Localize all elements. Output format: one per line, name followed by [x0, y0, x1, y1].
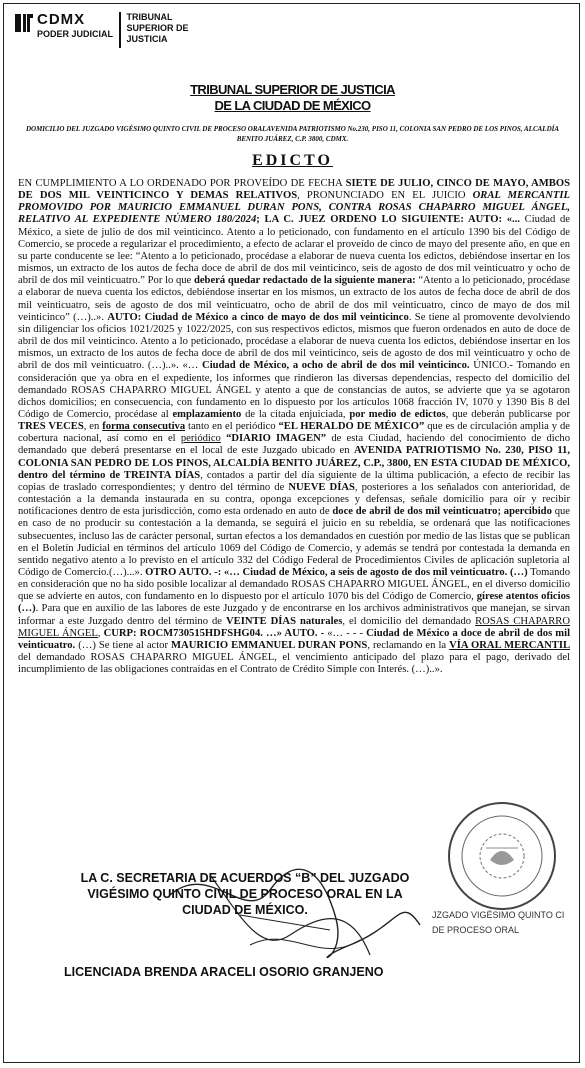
text-run: periódico — [180, 433, 221, 445]
text-run: , PRONUNCIADO EN EL JUICIO — [297, 190, 473, 202]
logo-institution-line1: TRIBUNAL — [126, 12, 173, 22]
text-run: ; LA C. JUEZ ORDENO LO SIGUIENTE: AUTO: «... — [256, 214, 525, 226]
text-run: , que deberán publicarse por — [445, 408, 571, 420]
text-run: VÍA ORAL MERCANTIL — [449, 639, 571, 651]
text-run: que es de circulación amplia y de cobertura nacional, así como en el — [18, 421, 570, 445]
signature-line1: LA C. SECRETARIA DE ACUERDOS “B” DEL JUZGADO — [80, 871, 410, 885]
logo-subtitle: PODER JUDICIAL — [37, 29, 114, 39]
text-run: EN CUMPLIMIENTO A LO ORDENADO POR PROVEÍDO DE FECHA — [18, 178, 346, 189]
text-run: ÚNICO.- Tomando en consideración que ya obra en el expediente, los informes que rindieron las diversas dependencias, respecto del domicilio del demandado ROSAS CHAPARRO MIGUEL ÁNGEL y atento a que de constancias de autos, se advierte que ya se agotaron dichos domicilios; en consecuencia, con fundamento en lo dispuesto por los artículos 1068 fracción IV, 1070 y 1390 Bis 8 del Código de Comercio, procédase al — [18, 360, 570, 420]
text-run: VEINTE DÍAS naturales — [226, 615, 343, 627]
document-title: EDICTO — [252, 152, 333, 169]
text-run: que en caso de no producir su contestación a la demanda, se seguirá el juicio en su rebeldía, se ordenará que las notificaciones subsecuentes, incluso las de carácter personal, surtan efectos a los demandados en cuestión por medio de las listas que se publican en el Boletín Judicial en términos del artículo 1069 del Código de Comercio, y además se tendrá por contestada la demanda en sentido negativo atento a lo previsto en el artículo 332 del Código Federal de Procedimientos Civiles de aplicación supletoria al Código de Comercio.(…)...». — [18, 506, 570, 578]
text-run: por medio de edictos — [349, 408, 446, 420]
signature-line2: VIGÉSIMO QUINTO CIVIL DE PROCESO ORAL EN LA — [87, 887, 403, 901]
text-run: emplazamiento — [172, 408, 242, 420]
court-name-line1: TRIBUNAL SUPERIOR DE JUSTICIA — [190, 82, 395, 97]
text-run: SIETE DE JULIO, CINCO DE MAYO, AMBOS DE DOS MIL VEINTICINCO Y DEMAS RELATIVOS — [18, 178, 570, 202]
text-run: (…) Se tiene al actor — [75, 639, 172, 651]
logo-institution — [127, 12, 189, 45]
text-run: AUTO: Ciudad de México a cinco de mayo de dos mil veinticinco — [107, 311, 409, 323]
text-run: , posteriores a los señalados con anterioridad, de contestación a la demanda instaurada en su contra, oponga excepciones y defensas, señale domicilio para oír y recibir notificaciones dentro de esta jurisdicción, como esta ordenado en auto de — [18, 481, 570, 518]
text-run: Ciudad de México, a ocho de abril de dos mil veinticinco. — [202, 360, 470, 372]
text-run: deberá quedar redactado de la siguiente manera: — [193, 275, 416, 287]
text-run: ORAL MERCANTIL PROMOVIDO POR MAURICIO EMMANUEL DURAN PONS, CONTRA ROSAS CHAPARRO MIGUEL ÁNGEL, RELATIVO AL EXPEDIENTE NÚMERO 180/2024 — [18, 190, 570, 226]
text-run: gírese atentos oficios (…) — [18, 591, 570, 615]
text-run: doce de abril de dos mil veinticuatro; apercibido — [332, 506, 552, 518]
logo-institution-line3: JUSTICIA — [126, 34, 168, 44]
text-run: NUEVE DÍAS — [288, 481, 355, 493]
logo-institution-line2: SUPERIOR DE — [126, 23, 189, 33]
text-run: MAURICIO EMMANUEL DURAN PONS — [171, 639, 368, 651]
text-run: , — [97, 627, 104, 639]
text-run: forma consecutiva — [102, 421, 186, 433]
court-address: DOMICILIO DEL JUZGADO VIGÉSIMO QUINTO CIVIL DE PROCESO ORALAVENIDA PATRIOTISMO No.230, PISO 11, COLONIA SAN PEDRO DE LOS PINOS, ALCALDÍA BENITO JUÁREZ, C.P. 3800, CDMX. — [25, 125, 560, 143]
text-run: «… - - - — [324, 627, 367, 639]
logo-divider — [119, 12, 121, 48]
text-run: TRES VECES — [18, 421, 84, 433]
text-run: del demandado ROSAS CHAPARRO MIGUEL ÁNGEL, el vencimiento anticipado del plazo para el pago, derivado del incumplimiento de las obligaciones contraídas en el Contrato de Crédito Simple con Interés. (…)..». — [18, 652, 570, 676]
text-run: “DIARIO IMAGEN” — [226, 433, 327, 445]
text-run: OTRO AUTO. -: «… Ciudad de México, a seis de agosto de dos mil veinticuatro. (…) — [145, 567, 528, 578]
text-run: Ciudad de México, a siete de julio de dos mil veinticinco. Atento a lo peticionado, con fundamento en el artículo 1390 bis del Código de Comercio, se procede a regularizar el procedimiento, a efecto de aclarar el proveído de cinco de mayo del presente año, en que en su parte conducente se lee: “Atento a lo peticionado, procédase a elaborar de nueva cuenta los edictos, debiéndose insertar en los mismos, un extracto de los autos de fecha doce de abril de dos mil veinticinco, seis de agosto de dos mil veinticuatro y ocho de abril de dos mil veinticuatro.” Por lo que — [18, 214, 570, 287]
edict-body — [18, 178, 570, 676]
text-run: , el domicilio del demandado — [342, 615, 476, 627]
text-run: “Atento a lo peticionado, procédase a elaborar de nueva cuenta los edictos, debiéndose insertar en los mismos, un extracto de los autos de fecha doce de abril de dos mil veinticuatro, seis de agosto de dos mil veinticuatro, ocho de abril de dos mil veinticuatro, cinco de mayo de dos mil veinticinco” (…)..». — [18, 275, 571, 323]
cdmx-emblem-icon — [14, 12, 34, 34]
stamp-line2: DE PROCESO ORAL — [432, 925, 520, 935]
text-run: ROSAS CHAPARRO MIGUEL ÁNGEL — [18, 615, 570, 639]
text-run: “EL HERALDO DE MÉXICO” — [278, 421, 425, 433]
text-run: AVENIDA PATRIOTISMO No. 230, PISO 11, COLONIA SAN PEDRO DE LOS PINOS, ALCALDÍA BENITO JUÁREZ, C.P., 3800, EN ESTA CIUDAD DE MÉXICO, dentro del término de TREINTA DÍAS — [18, 445, 570, 481]
court-seal-icon — [446, 800, 558, 912]
court-name-line2: DE LA CIUDAD DE MÉXICO — [214, 98, 371, 113]
text-run: tanto en el periódico — [185, 421, 279, 433]
signature-block — [60, 870, 430, 918]
text-run: Ciudad de México a doce de abril de dos mil veinticuatro. — [18, 627, 571, 651]
text-run: Tomando en consideración que no ha sido posible localizar al demandado ROSAS CHAPARRO MIGUEL ÁNGEL, en el diverso domicilio que se advierte en autos, con fundamento en lo dispuesto por el artículo 1070 bis del Código de Comercio, — [18, 567, 570, 603]
signature-line3: CIUDAD DE MÉXICO. — [182, 903, 308, 917]
stamp-line1: JZGADO VIGÉSIMO QUINTO CI — [432, 910, 565, 920]
edict-paragraph — [18, 178, 570, 676]
text-run: . Se tiene al promovente devolviendo sin diligenciar los oficios 1021/2025 y 1022/2025, con sus respectivos edictos, mismos que fueron ordenados en auto de doce de abril de dos mil veinticinco. Atento a lo peticionado, procédase a elaborar de nueva cuenta los edictos, debiéndose insertar en los mismos, un extracto de los autos de fecha doce de abril de dos mil veinticinco, seis de agosto de dos mil veinticuatro y ocho de abril de dos mil veinticuatro. (…)..». «… — [18, 311, 570, 372]
text-run: . Para que en auxilio de las labores de este Juzgado y de encontrarse en los archivos administrativos que manejan, se sirvan informar a este Juzgado dentro del término de — [18, 603, 570, 627]
text-run: CURP: ROCM730515HDFSHG04. …» AUTO. - — [103, 627, 325, 639]
logo-brand: CDMX — [37, 11, 86, 28]
cdmx-logo — [14, 12, 189, 48]
text-run: , en — [83, 421, 103, 433]
text-run: de la citada enjuiciada, — [241, 408, 350, 420]
text-run: , reclamando en la — [367, 639, 450, 651]
text-run: , contados a partir del día siguiente de la última publicación, a efecto de recibir las copias de traslado correspondientes; y dentro del término de — [18, 469, 570, 493]
signer-name: LICENCIADA BRENDA ARACELI OSORIO GRANJENO — [64, 965, 384, 979]
text-run: de esta Ciudad, haciendo del conocimiento de dicho demandado que deberá presentarse en el local de este Juzgado ubicado en — [18, 433, 570, 457]
court-stamp-text — [432, 908, 564, 938]
